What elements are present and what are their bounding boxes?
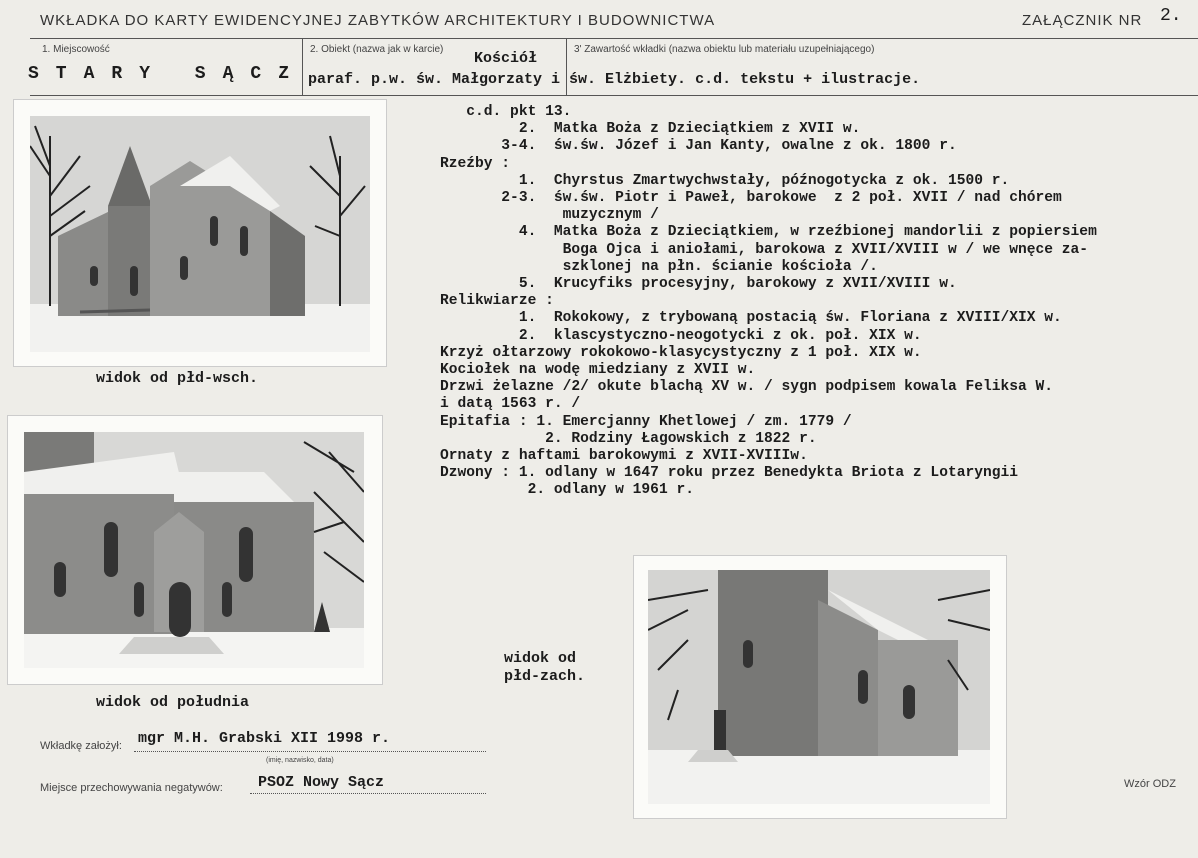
inventory-line: 3-4. św.św. Józef i Jan Kanty, owalne z ok. 1800 r. <box>440 138 957 155</box>
inventory-line: i datą 1563 r. / <box>440 396 581 413</box>
inventory-line: 2-3. św.św. Piotr i Paweł, barokowe z 2 poł. XVII / nad chórem <box>440 190 1062 207</box>
church-southeast-image <box>30 116 370 352</box>
object-value-line2: paraf. p.w. św. Małgorzaty i św. Elżbiety. c.d. tekstu + ilustracje. <box>308 71 921 88</box>
form-mark: Wzór ODZ <box>1124 778 1176 790</box>
church-southwest-image <box>648 570 990 804</box>
header-rule-top <box>30 38 1198 39</box>
inventory-line: 1. Rokokowy, z trybowaną postacią św. Floriana z XVIII/XIX w. <box>440 310 1062 327</box>
inventory-line: szklonej na płn. ścianie kościoła /. <box>440 258 878 275</box>
inventory-line: 1. Chyrstus Zmartwychwstały, późnogotycka z ok. 1500 r. <box>440 172 1010 189</box>
inventory-line: Boga Ojca i aniołami, barokowa z XVII/XVIII w / we wnęce za- <box>440 241 1089 258</box>
storage-value: PSOZ Nowy Sącz <box>258 774 385 791</box>
photo-southeast-caption: widok od płd-wsch. <box>96 370 259 387</box>
inventory-line: c.d. pkt 13. <box>440 104 572 120</box>
object-value-line1: Kościół <box>474 50 538 67</box>
photo-southwest-frame <box>634 556 1006 818</box>
photo-south <box>24 432 364 668</box>
founder-line <box>134 751 486 752</box>
inventory-line: 2. Matka Boża z Dzieciątkiem z XVII w. <box>440 121 861 138</box>
inventory-text <box>440 104 1198 500</box>
annex-label: ZAŁĄCZNIK NR <box>1022 12 1143 29</box>
inventory-line: Dzwony : 1. odlany w 1647 roku przez Benedykta Briota z Lotaryngii <box>440 465 1019 482</box>
sheet-title: WKŁADKA DO KARTY EWIDENCYJNEJ ZABYTKÓW ARCHITEKTURY I BUDOWNICTWA <box>40 12 716 29</box>
inventory-line: 2. odlany w 1961 r. <box>440 482 694 499</box>
inventory-line: Epitafia : 1. Emercjanny Khetlowej / zm. 1779 / <box>440 413 852 430</box>
photo-southwest-caption-line1: widok od <box>504 650 577 667</box>
inventory-line: 2. klascystyczno-neogotycki z ok. poł. XIX w. <box>440 327 922 344</box>
inventory-line: 4. Matka Boża z Dzieciątkiem, w rzeźbionej mandorlii z popiersiem <box>440 224 1097 241</box>
founder-hint: (imię, nazwisko, data) <box>266 757 334 764</box>
inventory-line: Kociołek na wodę miedziany z XVII w. <box>440 362 756 379</box>
inventory-line: Rzeźby : <box>440 155 511 172</box>
inventory-line: Ornaty z haftami barokowymi z XVII-XVIIIw. <box>440 448 808 465</box>
storage-line <box>250 793 486 794</box>
photo-southwest-caption-line2: płd-zach. <box>504 668 586 685</box>
inventory-line: Drzwi żelazne /2/ okute blachą XV w. / sygn podpisem kowala Feliksa W. <box>440 379 1054 396</box>
inventory-line: 5. Krucyfiks procesyjny, barokowy z XVII/XVIII w. <box>440 276 957 293</box>
object-label: 2. Obiekt (nazwa jak w karcie) <box>310 44 444 55</box>
inventory-line: 2. Rodziny Łagowskich z 1822 r. <box>440 430 817 447</box>
content-label: 3' Zawartość wkładki (nazwa obiektu lub materiału uzupełniającego) <box>574 44 875 55</box>
photo-southwest <box>648 570 990 804</box>
photo-southeast <box>30 116 370 352</box>
annex-number: 2. <box>1160 6 1182 26</box>
church-south-image <box>24 432 364 668</box>
inventory-line: Relikwiarze : <box>440 293 554 310</box>
inventory-line: muzycznym / <box>440 207 659 224</box>
photo-southeast-frame <box>14 100 386 366</box>
founder-label: Wkładkę założył: <box>40 740 122 752</box>
photo-south-caption: widok od południa <box>96 694 250 711</box>
storage-label: Miejsce przechowywania negatywów: <box>40 782 223 794</box>
founder-value: mgr M.H. Grabski XII 1998 r. <box>138 730 391 747</box>
locality-value: STARY SĄCZ <box>28 64 307 84</box>
photo-south-frame <box>8 416 382 684</box>
locality-label: 1. Miejscowość <box>42 44 110 55</box>
header-rule-bottom <box>30 95 1198 96</box>
inventory-line: Krzyż ołtarzowy rokokowo-klasycystyczny z 1 poł. XIX w. <box>440 344 922 361</box>
